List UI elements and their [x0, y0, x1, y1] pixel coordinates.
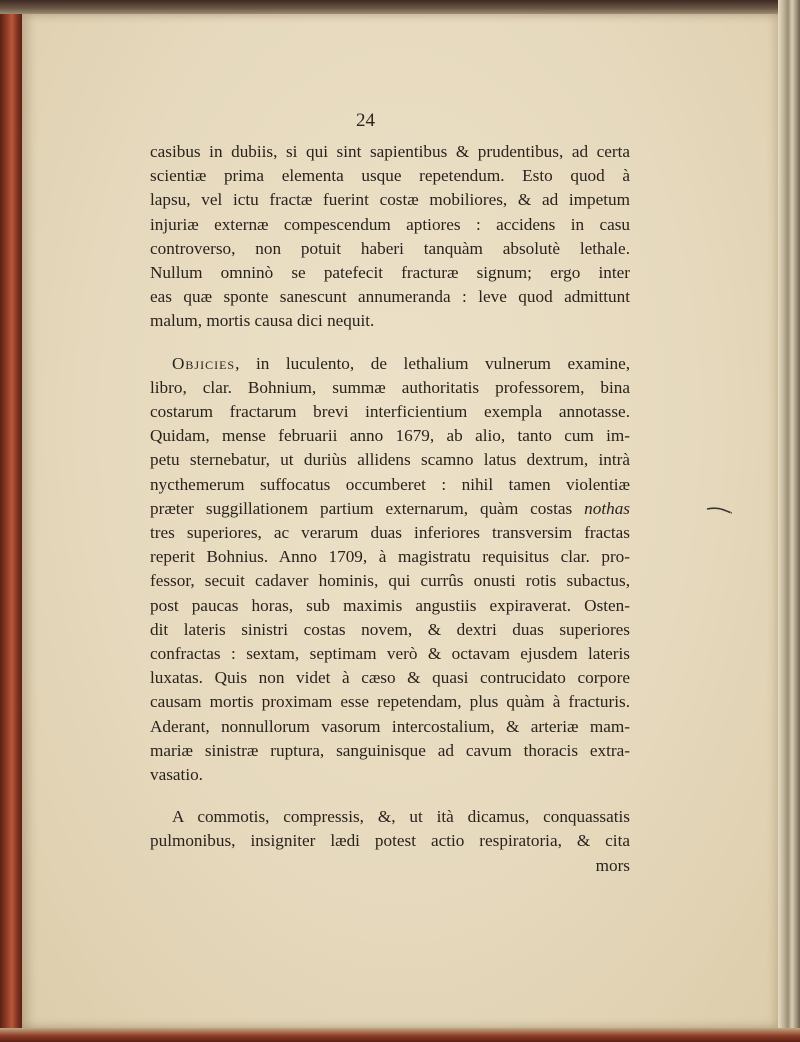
- paragraph-2: [150, 352, 630, 788]
- text-line: post paucas horas, sub maximis angustiis expiraverat. Osten-: [150, 595, 630, 615]
- text-line: fessor, secuit cadaver hominis, qui currûs onusti rotis subactus,: [150, 571, 630, 591]
- book-right-edge: [778, 0, 800, 1042]
- page-number: 24: [356, 110, 375, 131]
- text-line: libro, clar. Bohnium, summæ authoritatis professorem, bina: [150, 377, 630, 397]
- text-line: pulmonibus, insigniter lædi potest actio respiratoria, & cita: [150, 831, 630, 851]
- paragraph-1: [150, 140, 630, 334]
- text-line: Quidam, mense februarii anno 1679, ab alio, tanto cum im-: [150, 426, 630, 446]
- text-line: casibus in dubiis, si qui sint sapientibus & prudentibus, ad certa: [150, 142, 630, 161]
- text-fragment: A commotis, compressis, &, ut ità dicamus, conquassatis: [172, 807, 630, 827]
- text-block: [150, 140, 630, 878]
- text-line-with-italic: [150, 497, 630, 521]
- text-line: controverso, non potuit haberi tanquàm absolutè lethale.: [150, 238, 630, 258]
- book-top-edge: [0, 0, 800, 14]
- text-line: eas quæ sponte sanescunt annumeranda : leve quod admittunt: [150, 287, 630, 307]
- italic-phrase: nothas: [584, 498, 630, 518]
- text-line: [150, 352, 630, 376]
- text-fragment: , in luculento, de lethalium vulnerum examine,: [235, 353, 630, 373]
- text-line: tres superiores, ac verarum duas inferiores transversim fractas: [150, 523, 630, 543]
- text-line: petu sternebatur, ut duriùs allidens scamno latus dextrum, intrà: [150, 450, 630, 470]
- text-line: luxatas. Quis non videt à cæso & quasi contrucidato corpore: [150, 668, 630, 688]
- text-line: reperit Bohnius. Anno 1709, à magistratu requisitus clar. pro-: [150, 547, 630, 567]
- text-line: confractas : sextam, septimam verò & octavam ejusdem lateris: [150, 644, 630, 664]
- text-line: malum, mortis causa dici nequit.: [150, 311, 375, 331]
- text-line: causam mortis proximam esse repetendam, plus quàm à fracturis.: [150, 692, 630, 712]
- margin-pencil-mark: [706, 506, 732, 514]
- text-line: nycthemerum suffocatus occumberet : nihil tamen violentiæ: [150, 474, 630, 494]
- text-line: Nullum omninò se patefecit fracturæ signum; ergo inter: [150, 263, 630, 283]
- text-line: injuriæ externæ compescendum aptiores : accidens in casu: [150, 214, 630, 234]
- text-line: dit lateris sinistri costas novem, & dextri duas superiores: [150, 619, 630, 639]
- text-line: [150, 805, 630, 829]
- text-line: mariæ sinistræ ruptura, sanguinisque ad cavum thoracis extra-: [150, 740, 630, 760]
- book-bottom-edge: [0, 1028, 800, 1042]
- text-line: vasatio.: [150, 765, 203, 785]
- text-line: costarum fractarum brevi interficientium exempla annotasse.: [150, 402, 630, 422]
- text-line: scientiæ prima elementa usque repetendum. Esto quod à: [150, 166, 630, 186]
- catchword: mors: [595, 855, 630, 875]
- smallcaps-lead: Objicies: [172, 353, 236, 373]
- text-fragment: præter suggillationem partium externarum, quàm costas: [150, 498, 585, 518]
- text-line: Aderant, nonnullorum vasorum intercostalium, & arteriæ mam-: [150, 716, 630, 736]
- paragraph-3: [150, 805, 630, 878]
- text-line: lapsu, vel ictu fractæ fuerint costæ mobiliores, & ad impetum: [150, 190, 630, 210]
